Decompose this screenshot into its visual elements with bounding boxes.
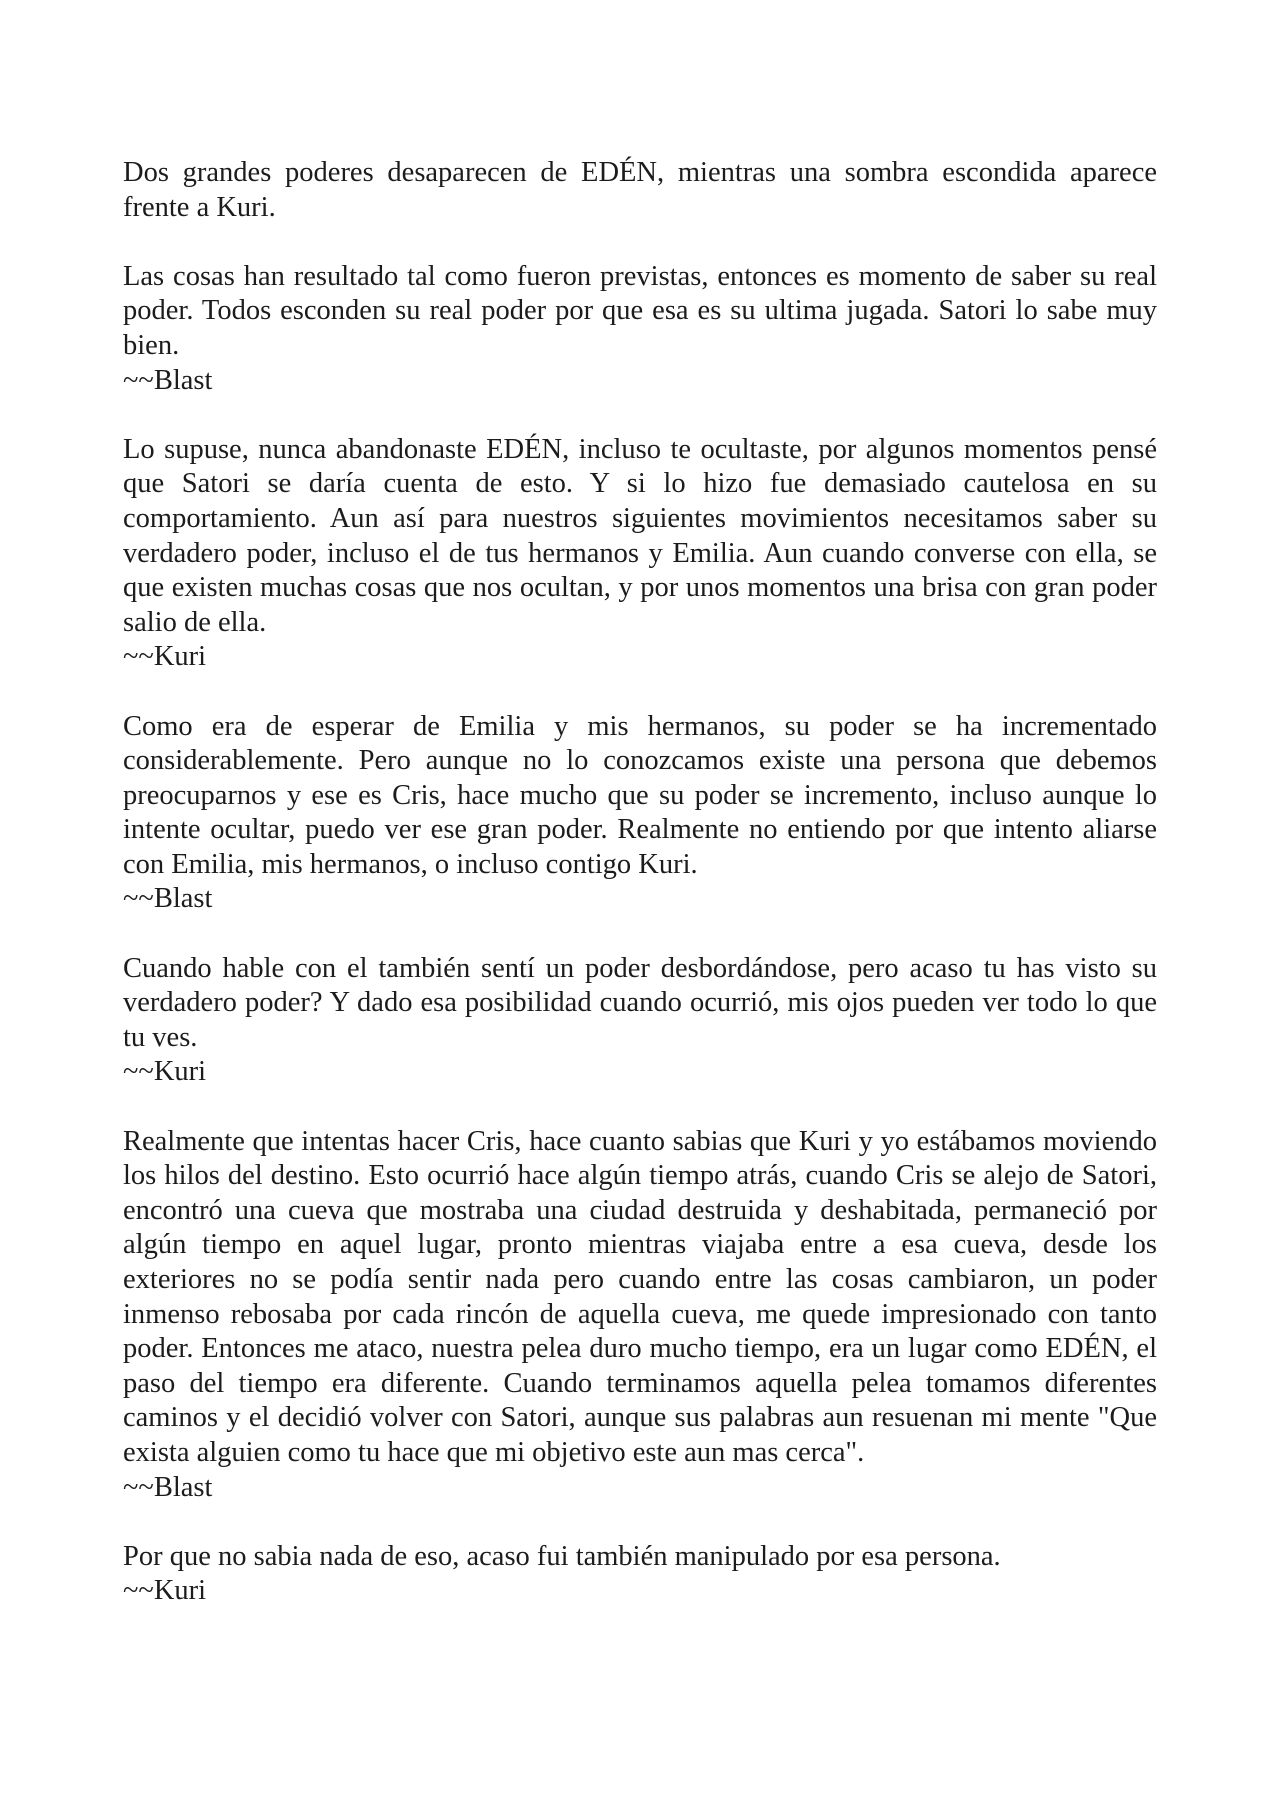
passage-3 xyxy=(123,433,1157,675)
signature: ~~Blast xyxy=(123,364,213,396)
passage-text: Dos grandes poderes desaparecen de EDÉN, mientras una sombra escondida aparece frente a Kuri. xyxy=(123,157,1157,223)
signature: ~~Blast xyxy=(123,1471,213,1503)
passage-2 xyxy=(123,260,1157,398)
signature: ~~Blast xyxy=(123,883,213,915)
passage-text: Las cosas han resultado tal como fueron previstas, entonces es momento de saber su real poder. Todos esconden su real poder por que esa es su ultima jugada. Satori lo sabe muy bien. xyxy=(123,260,1157,361)
passage-4 xyxy=(123,710,1157,918)
signature: ~~Kuri xyxy=(123,1575,207,1607)
document-page xyxy=(123,156,1157,1644)
passage-text: Cuando hable con el también sentí un poder desbordándose, pero acaso tu has visto su verdadero poder? Y dado esa posibilidad cuando ocurrió, mis ojos pueden ver todo lo que tu ves. xyxy=(123,952,1157,1053)
signature: ~~Kuri xyxy=(123,641,207,673)
passage-1 xyxy=(123,156,1157,225)
passage-text: Lo supuse, nunca abandonaste EDÉN, incluso te ocultaste, por algunos momentos pensé que Satori se daría cuenta de esto. Y si lo hizo fue demasiado cautelosa en su comportamiento. Aun así para nuestros siguientes movimientos necesitamos saber su verdadero poder, incluso el de tus hermanos y Emilia. Aun cuando converse con ella, se que existen muchas cosas que nos ocultan, y por unos momentos una brisa con gran poder salio de ella. xyxy=(123,433,1157,638)
passage-7 xyxy=(123,1540,1157,1609)
passage-text: Como era de esperar de Emilia y mis hermanos, su poder se ha incrementado considerablemente. Pero aunque no lo conozcamos existe una persona que debemos preocuparnos y ese es Cris, hace mucho que su poder se incremento, incluso aunque lo intente ocultar, puedo ver ese gran poder. Realmente no entiendo por que intento aliarse con Emilia, mis hermanos, o incluso contigo Kuri. xyxy=(123,710,1157,880)
passage-text: Por que no sabia nada de eso, acaso fui también manipulado por esa persona. xyxy=(123,1540,1001,1572)
passage-6 xyxy=(123,1125,1157,1506)
passage-5 xyxy=(123,952,1157,1090)
signature: ~~Kuri xyxy=(123,1056,207,1088)
passage-text: Realmente que intentas hacer Cris, hace cuanto sabias que Kuri y yo estábamos moviendo los hilos del destino. Esto ocurrió hace algún tiempo atrás, cuando Cris se alejo de Satori, encontró una cueva que mostraba una ciudad destruida y deshabitada, permaneció por algún tiempo en aquel lugar, pronto mientras viajaba entre a esa cueva, desde los exteriores no se podía sentir nada pero cuando entre las cosas cambiaron, un poder inmenso rebosaba por cada rincón de aquella cueva, me quede impresionado con tanto poder. Entonces me ataco, nuestra pelea duro mucho tiempo, era un lugar como EDÉN, el paso del tiempo era diferente. Cuando terminamos aquella pelea tomamos diferentes caminos y el decidió volver con Satori, aunque sus palabras aun resuenan mi mente "Que exista alguien como tu hace que mi objetivo este aun mas cerca". xyxy=(123,1125,1157,1468)
